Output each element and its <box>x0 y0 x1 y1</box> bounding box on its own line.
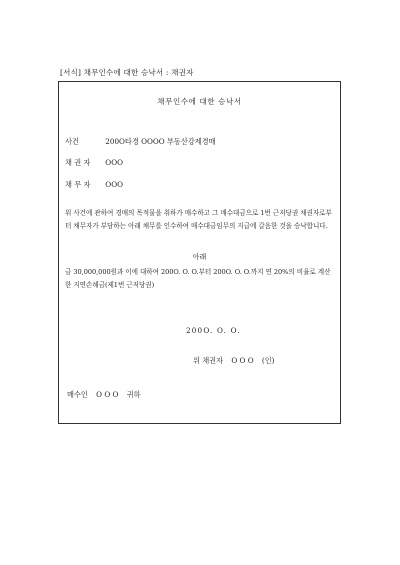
below-label: 아래 <box>192 253 207 261</box>
document-title: 채무인수에 대한 승낙서 <box>157 97 242 106</box>
field-creditor <box>65 158 123 168</box>
document-frame <box>58 81 341 424</box>
field-debtor-value: OOO <box>105 180 123 189</box>
signature-line <box>193 356 280 366</box>
field-creditor-value: OOO <box>105 158 123 167</box>
recipient-line <box>67 390 147 400</box>
form-header-label: [서식] 채무인수에 대한 승낙서 : 채권자 <box>60 68 194 77</box>
seal-mark: (인) <box>261 356 275 365</box>
recipient-label: 매수인 <box>67 390 88 399</box>
signer-role: 위 채권자 <box>193 356 224 365</box>
field-debtor-label: 채 무 자 <box>65 180 91 189</box>
field-case <box>65 137 216 147</box>
recipient-suffix: 귀하 <box>126 390 141 399</box>
recipient-name: O O O <box>96 390 119 399</box>
signer-name: O O O <box>231 356 254 365</box>
field-case-label: 사건 <box>65 137 79 146</box>
field-case-value: 200O타경 OOOO 부동산강제경매 <box>105 137 216 146</box>
field-creditor-label: 채 권 자 <box>65 158 91 167</box>
detail-paragraph: 금 30,000,000원과 이에 대하여 200O. O. O.부터 200O. O. O.까지 연 20%의 비율로 계산한 지연손해금(제1번 근저당권) <box>65 268 331 289</box>
body-paragraph: 위 사건에 관하여 경매의 목적물을 취하가 매수하고 그 매수대금으로 1번 근저당권 채권자로부터 채무자가 부담하는 아래 채무를 인수하여 매수대금임무의 지급에 갈음한 것을 승낙합니다. <box>65 209 332 230</box>
field-debtor <box>65 180 123 190</box>
document-date: 200O. O. O. <box>186 326 241 335</box>
